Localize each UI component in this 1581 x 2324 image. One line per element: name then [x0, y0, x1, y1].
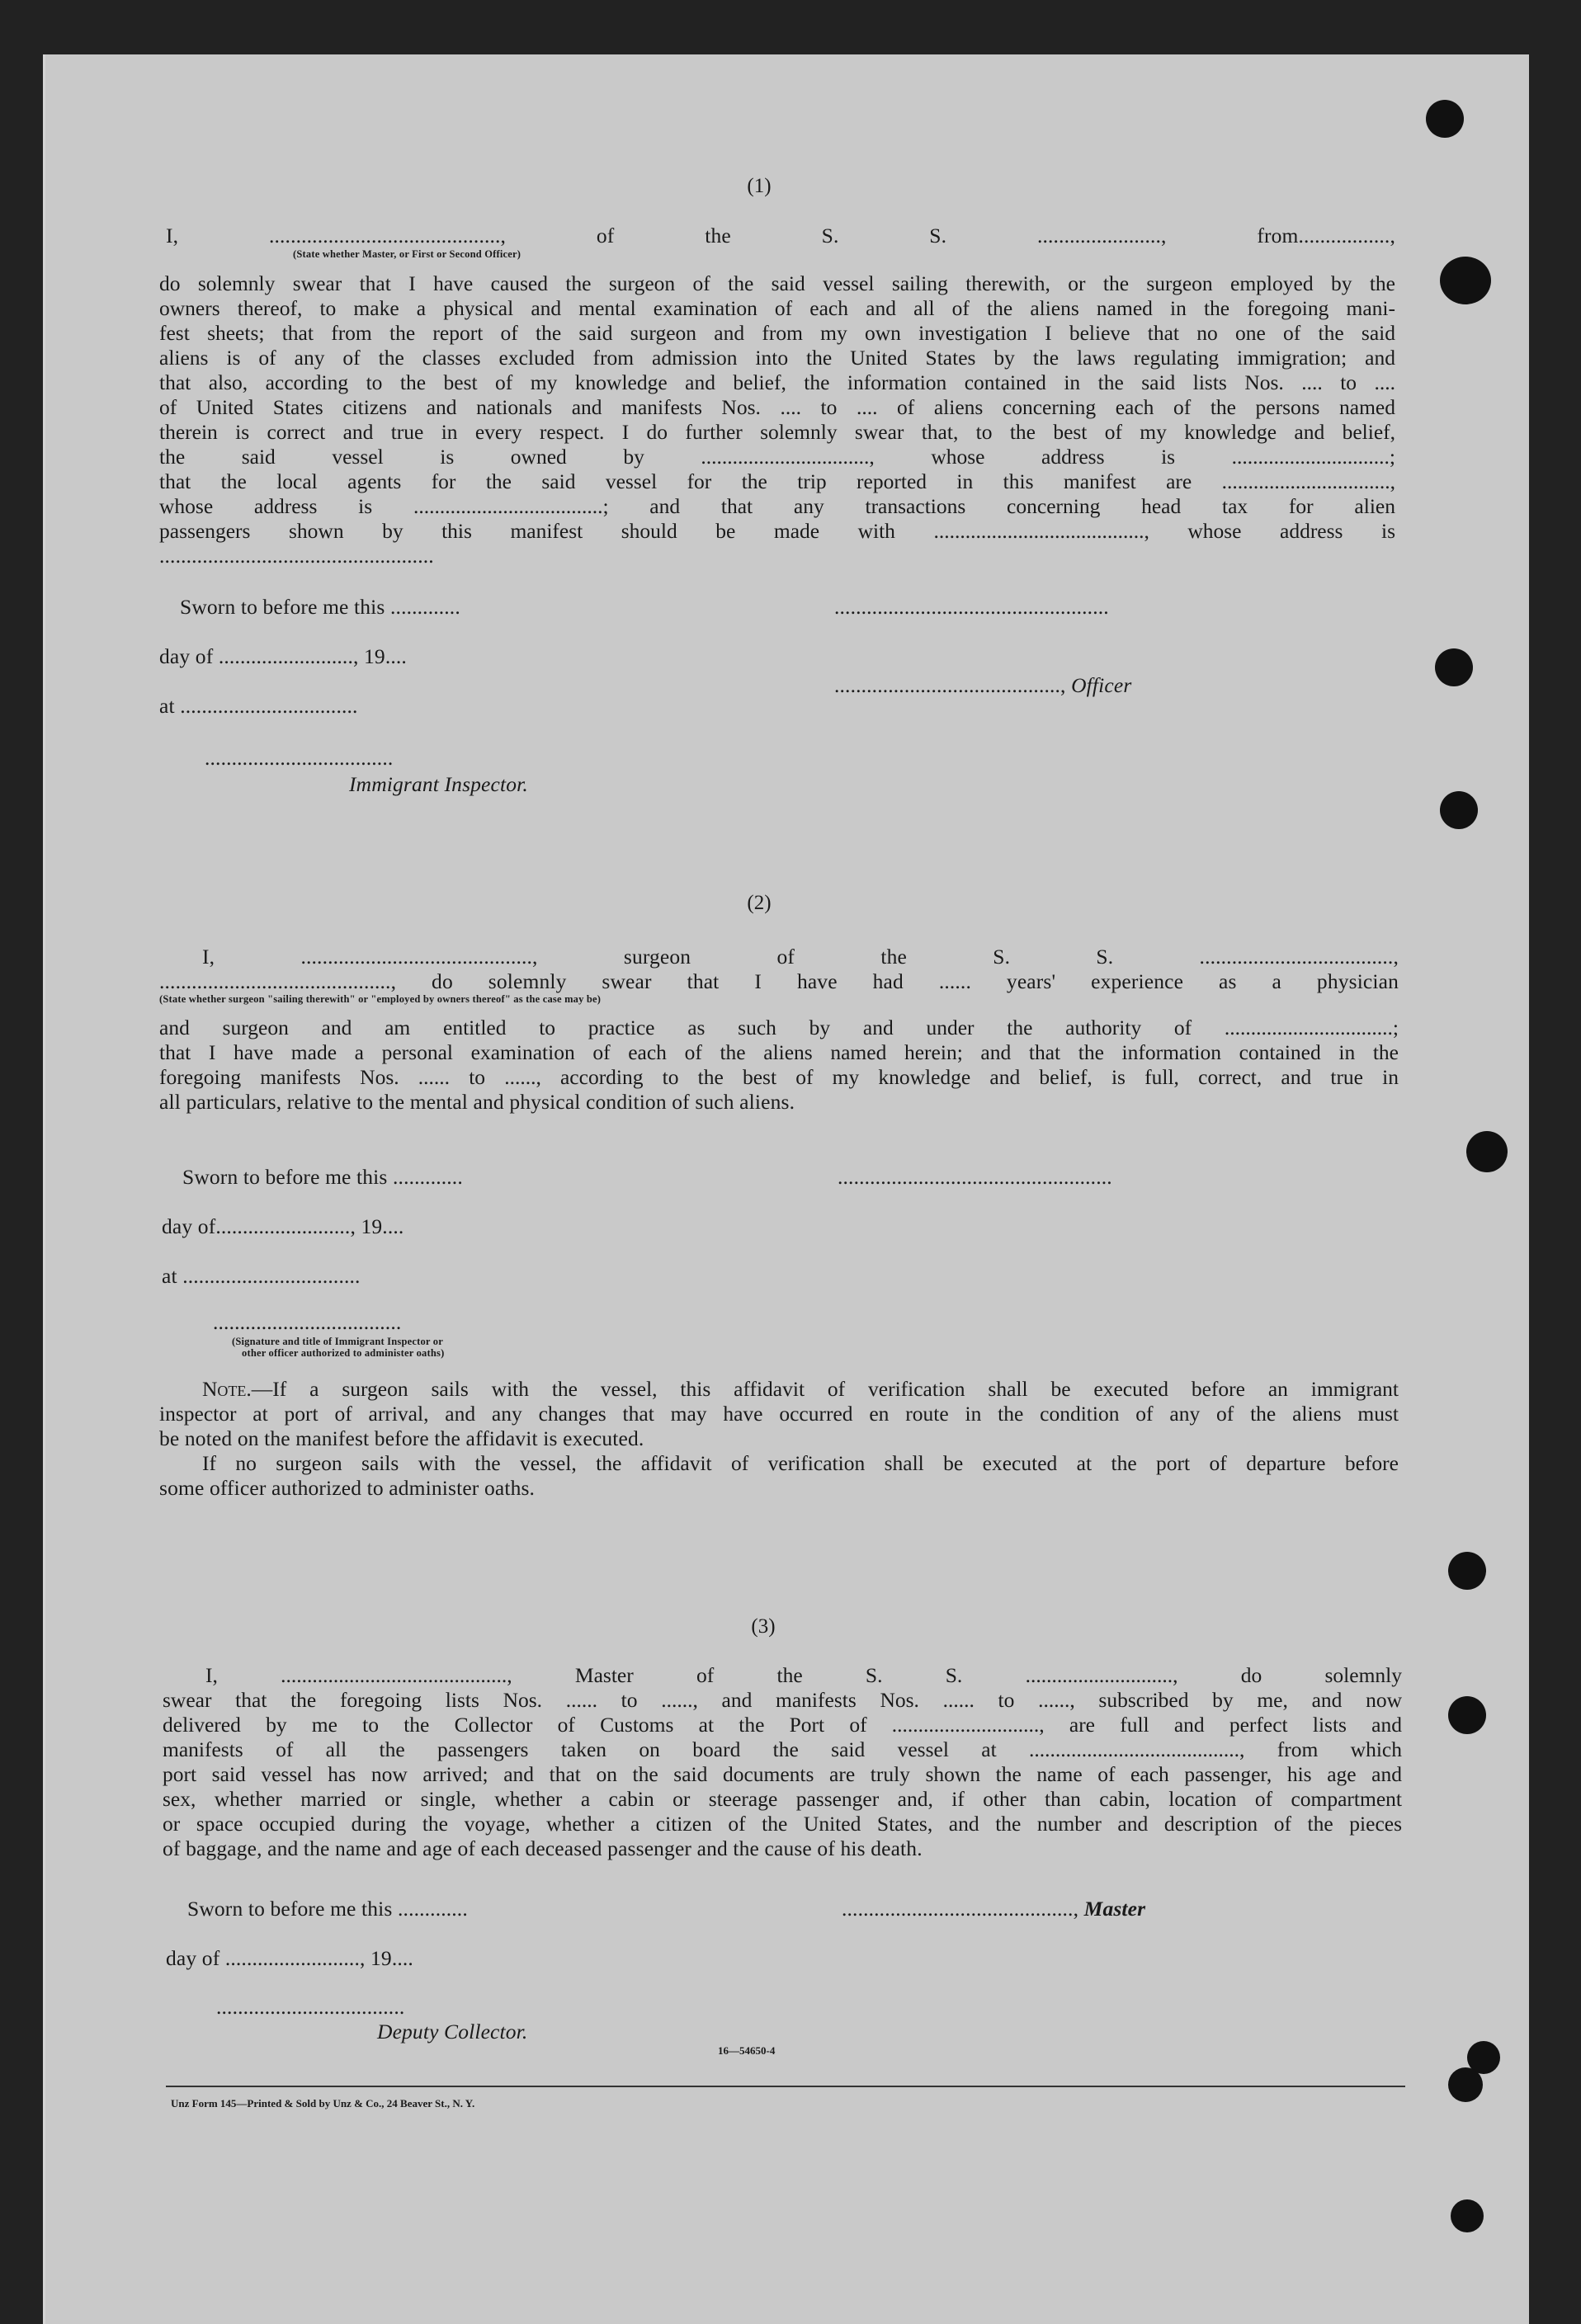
section-1-sworn: Sworn to before me this ............. [180, 595, 460, 619]
punch-hole [1426, 100, 1464, 138]
para-line: do solemnly swear that I have caused the surgeon of the said vessel sailing therewith, or the surgeon employed by the [159, 271, 1395, 295]
para-line: foregoing manifests Nos. ...... to ......, according to the best of my knowledge and belief, is full, correct, and true in [159, 1065, 1399, 1089]
section-2-number: (2) [747, 892, 772, 914]
para-line: passengers shown by this manifest should be made with ........................................, whose address is [159, 519, 1395, 543]
section-3-day: day of ........................., 19.... [166, 1946, 413, 1970]
note-line: inspector at port of arrival, and any changes that may have occurred en route in the condition of any of the aliens must [159, 1402, 1399, 1426]
section-2-sworn: Sworn to before me this ............. [182, 1165, 463, 1189]
punch-hole [1440, 257, 1491, 304]
section-1-officer [834, 673, 1131, 698]
note2-line: If no surgeon sails with the vessel, the affidavit of verification shall be executed at the port of departure before [202, 1451, 1399, 1475]
para-last-line: of baggage, and the name and age of each deceased passenger and the cause of his death. [163, 1836, 923, 1860]
para-line: and surgeon and am entitled to practice as such by and under the authority of ................................; [159, 1016, 1399, 1039]
note-line [159, 1377, 1399, 1402]
para-line: swear that the foregoing lists Nos. ...... to ......, and manifests Nos. ...... to ......, subscribed by me, and now [163, 1688, 1402, 1712]
para-line: that I have made a personal examination of each of the aliens named herein; and that the information contained in the [159, 1040, 1399, 1064]
punch-hole [1466, 1131, 1508, 1172]
para-line: port said vessel has now arrived; and that on the said documents are truly shown the name of each passenger, his age and [163, 1762, 1402, 1786]
section-2-inspector-note-1: (Signature and title of Immigrant Inspector or [232, 1336, 443, 1347]
para-line: of United States citizens and nationals and manifests Nos. .... to .... of aliens concerning each of the persons named [159, 395, 1395, 419]
footer-imprint: Unz Form 145—Printed & Sold by Unz & Co., 24 Beaver St., N. Y. [171, 2097, 475, 2110]
para-line: that also, according to the best of my knowledge and belief, the information contained in the said lists Nos. .... to .... [159, 370, 1395, 394]
para-line: aliens is of any of the classes excluded from admission into the United States by the laws regulating immigration; and [159, 346, 1395, 370]
punch-hole [1451, 2199, 1484, 2232]
section-1-number: (1) [747, 175, 772, 197]
note-text: —If a surgeon sails with the vessel, this affidavit of verification shall be executed before an immigrant [251, 1377, 1399, 1401]
section-3-number: (3) [751, 1615, 776, 1638]
note-label: Note. [202, 1377, 252, 1401]
para-line: the said vessel is owned by ................................, whose address is ..............................; [159, 445, 1395, 469]
officer-label: Officer [1071, 673, 1132, 697]
section-2-paragraph [159, 1016, 1399, 1115]
para-line: therein is correct and true in every respect. I do further solemnly swear that, to the best of my knowledge and belief, [159, 420, 1395, 444]
section-2-note [159, 1377, 1399, 1501]
para-line: whose address is ....................................; and that any transactions concerning head tax for alien [159, 494, 1395, 518]
section-3-sworn: Sworn to before me this ............. [187, 1897, 468, 1921]
note-last-line: be noted on the manifest before the affidavit is executed. [159, 1426, 644, 1450]
section-2-at: at ................................. [162, 1264, 361, 1288]
para-line: that the local agents for the said vessel for the trip reported in this manifest are ................................, [159, 469, 1395, 493]
section-3-collector-label: Deputy Collector. [377, 2020, 528, 2044]
section-2-signature-line: ................................................... [838, 1165, 1112, 1189]
section-3-collector-dots: ................................... [216, 1995, 405, 2019]
section-2-line2: ..........................................., do solemnly swear that I have had ...... years' experience as a physician [159, 969, 1399, 993]
punch-hole [1435, 648, 1473, 686]
para-line: owners thereof, to make a physical and mental examination of each and all of the aliens named in the foregoing mani- [159, 296, 1395, 320]
section-2-inspector-note-2: other officer authorized to administer oaths) [242, 1347, 445, 1359]
section-2-inspector-dots: ................................... [213, 1310, 402, 1334]
section-1-opening-note: (State whether Master, or First or Second Officer) [293, 248, 521, 260]
note2-last-line: some officer authorized to administer oaths. [159, 1476, 536, 1500]
master-dots: ..........................................., [842, 1897, 1084, 1921]
section-1-inspector-label: Immigrant Inspector. [349, 772, 528, 796]
punch-hole [1440, 791, 1478, 829]
section-1-signature-line: ................................................... [834, 595, 1109, 619]
section-1-inspector-dots: ................................... [205, 746, 394, 770]
footer-rule [166, 2086, 1405, 2087]
master-label: Master [1083, 1897, 1146, 1921]
form-sheet [43, 54, 1529, 2324]
punch-hole [1448, 1552, 1486, 1590]
section-3-master [842, 1897, 1145, 1921]
form-code: 16—54650-4 [718, 2044, 776, 2057]
para-last-line: ................................................... [159, 544, 434, 568]
section-2-day: day of........................., 19.... [162, 1214, 404, 1238]
section-1-paragraph [159, 271, 1395, 568]
para-line: or space occupied during the voyage, whether a citizen of the United States, and the number and description of the pieces [163, 1812, 1402, 1836]
para-line: sex, whether married or single, whether a cabin or steerage passenger and, if other than cabin, location of compartment [163, 1787, 1402, 1811]
section-3-paragraph [163, 1663, 1402, 1861]
para-line: manifests of all the passengers taken on board the said vessel at ........................................, from which [163, 1737, 1402, 1761]
punch-hole [1448, 1696, 1486, 1734]
section-2-line2-note: (State whether surgeon "sailing therewith" or "employed by owners thereof" as the case may be) [159, 993, 602, 1005]
punch-hole [1448, 2067, 1483, 2102]
para-line: delivered by me to the Collector of Customs at the Port of ............................, are full and perfect lists and [163, 1713, 1402, 1737]
officer-dots: .........................................., [834, 673, 1072, 697]
section-1-opening-line: I, ..........................................., of the S. S. ......................., from................., [166, 224, 1395, 247]
para-line: I, ..........................................., Master of the S. S. ............................, do solemnly [205, 1663, 1402, 1687]
para-last-line: all particulars, relative to the mental and physical condition of such aliens. [159, 1090, 795, 1114]
section-1-day: day of ........................., 19.... [159, 644, 407, 668]
section-2-line1: I, ..........................................., surgeon of the S. S. ...................................., [202, 945, 1399, 969]
section-1-at: at ................................. [159, 694, 358, 718]
para-line: fest sheets; that from the report of the said surgeon and from my own investigation I believe that no one of the said [159, 321, 1395, 345]
